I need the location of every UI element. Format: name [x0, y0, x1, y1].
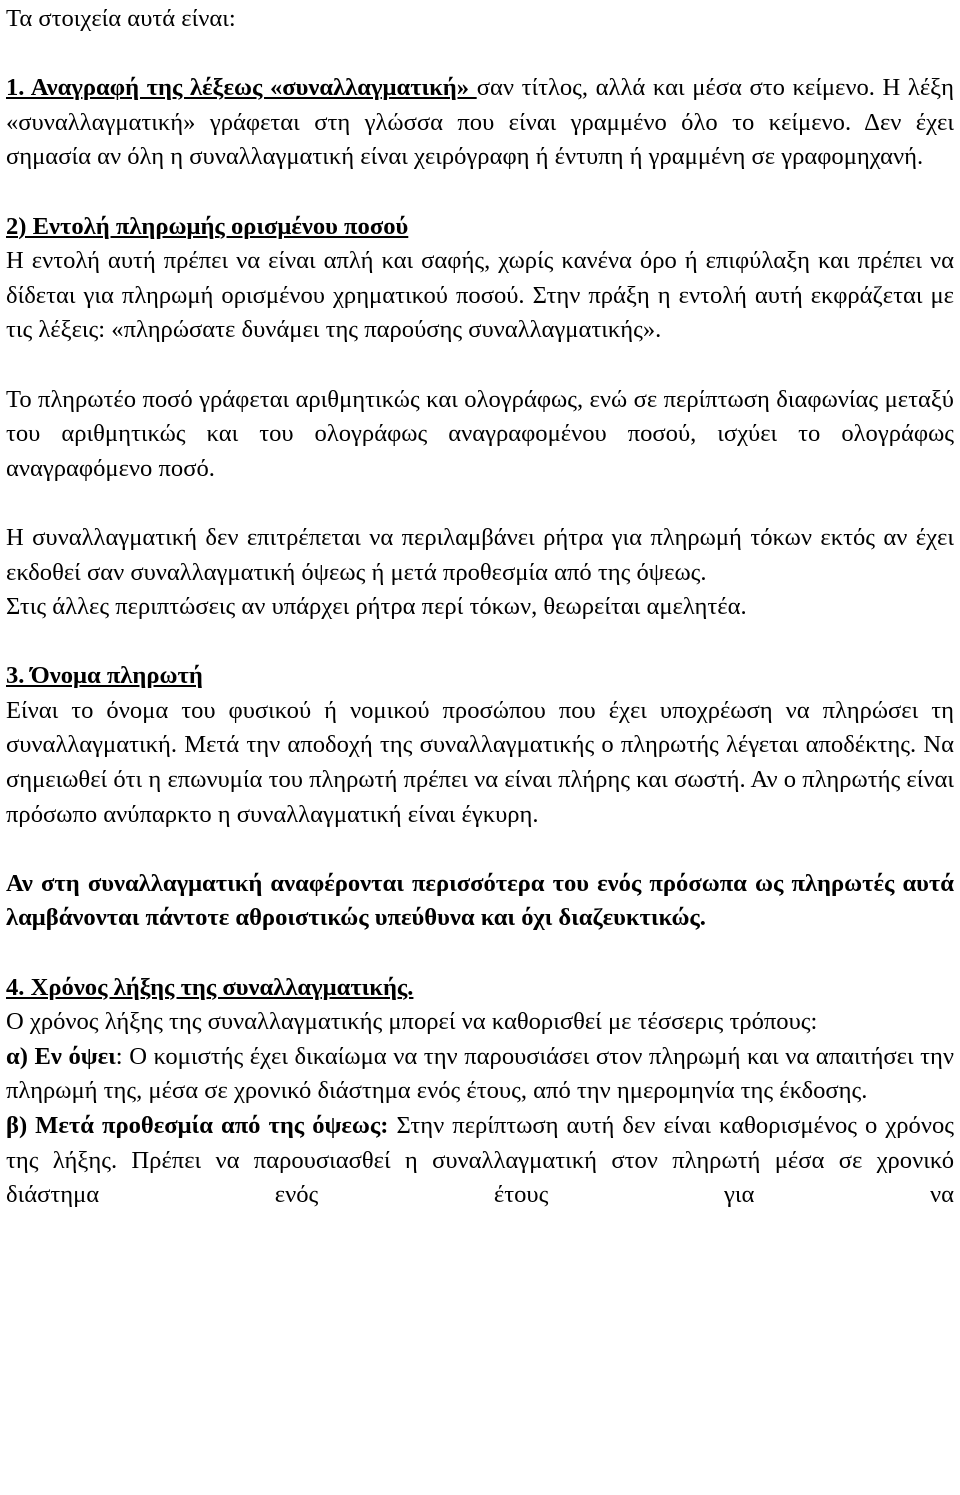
intro-line: Τα στοιχεία αυτά είναι: [6, 5, 236, 32]
section-4-item-b [6, 1109, 954, 1213]
spacer [6, 832, 954, 867]
section-1-heading: 1. Αναγραφή της λέξεως «συναλλαγματική» [6, 74, 477, 102]
section-2-heading: 2) Εντολή πληρωμής ορισμένου ποσού [6, 212, 409, 240]
section-2-paragraph-3: Η συναλλαγματική δεν επιτρέπεται να περιλαμβάνει ρήτρα για πληρωμή τόκων εκτός αν έχει εκδοθεί σαν συναλλαγματική όψεως ή μετά προθεσμία από της όψεως. [6, 523, 954, 586]
item-a-text: : Ο κομιστής έχει δικαίωμα να την παρουσιάσει στον πληρωμή και να απαιτήσει την πληρωμή της, μέσα σε χρονικό διάστημα ενός έτους, από την ημερομηνία της έκδοσης. [6, 1042, 954, 1105]
spacer [6, 348, 954, 383]
section-2-paragraph-1: Η εντολή αυτή πρέπει να είναι απλή και σαφής, χωρίς κανένα όρο ή επιφύλαξη και πρέπει να δίδεται για πληρωμή ορισμένου χρηματικού ποσού. Στην πράξη η εντολή αυτή εκφράζεται με τις λέξεις: «πληρώσατε δυνάμει της παρούσης συναλλαγματικής». [6, 247, 954, 344]
spacer [6, 936, 954, 971]
spacer [6, 486, 954, 521]
item-b-text: Στην περίπτωση αυτή δεν είναι καθορισμένος ο χρόνος της λήξης. Πρέπει να παρουσιασθεί η συναλλαγματική στον πληρωτή μέσα σε χρονικό διάστημα ενός έτους για να [6, 1112, 955, 1209]
section-4-paragraph-1: Ο χρόνος λήξης της συναλλαγματικής μπορεί να καθορισθεί με τέσσερις τρόπους: [6, 1008, 818, 1036]
section-2-paragraph-4: Στις άλλες περιπτώσεις αν υπάρχει ρήτρα περί τόκων, θεωρείται αμελητέα. [6, 593, 747, 621]
section-1 [6, 71, 954, 175]
section-2-paragraph-2: Το πληρωτέο ποσό γράφεται αριθμητικώς και ολογράφως, ενώ σε περίπτωση διαφωνίας μεταξύ του αριθμητικώς και του ολογράφως αναγραφομένου ποσού, ισχύει το ολογράφως αναγραφόμενο ποσό. [6, 385, 954, 482]
spacer [6, 37, 954, 72]
section-4-heading: 4. Χρόνος λήξης της συναλλαγματικής. [6, 973, 414, 1001]
item-b-label: β) Μετά προθεσμία από της όψεως: [6, 1112, 389, 1139]
section-3-bold-note: Αν στη συναλλαγματική αναφέρονται περισσότερα του ενός πρόσωπα ως πληρωτές αυτά λαμβάνονται πάντοτε αθροιστικώς υπεύθυνα και όχι διαζευκτικώς. [6, 869, 954, 932]
spacer [6, 625, 954, 660]
section-3-paragraph-1: Είναι το όνομα του φυσικού ή νομικού προσώπου που έχει υποχρέωση να πληρώσει τη συναλλαγματική. Μετά την αποδοχή της συναλλαγματικής ο πληρωτής λέγεται αποδέκτης. Να σημειωθεί ότι η επωνυμία του πληρωτή πρέπει να είναι πλήρης και σωστή. Αν ο πληρωτής είναι πρόσωπο ανύπαρκτο η συναλλαγματική είναι έγκυρη. [6, 696, 954, 828]
section-1-text: σαν τίτλος, αλλά και μέσα στο κείμενο. Η λέξη «συναλλαγματική» γράφεται στη γλώσσα που είναι γραμμένο όλο το κείμενο. Δεν έχει σημασία αν όλη η συναλλαγματική είναι χειρόγραφη ή έντυπη ή γραμμένη σε γραφομηχανή. [6, 74, 954, 171]
spacer [6, 175, 954, 210]
item-a-label: α) Εν όψει [6, 1042, 116, 1070]
section-4-item-a [6, 1040, 954, 1109]
section-3-heading: 3. Όνομα πληρωτή [6, 662, 203, 690]
